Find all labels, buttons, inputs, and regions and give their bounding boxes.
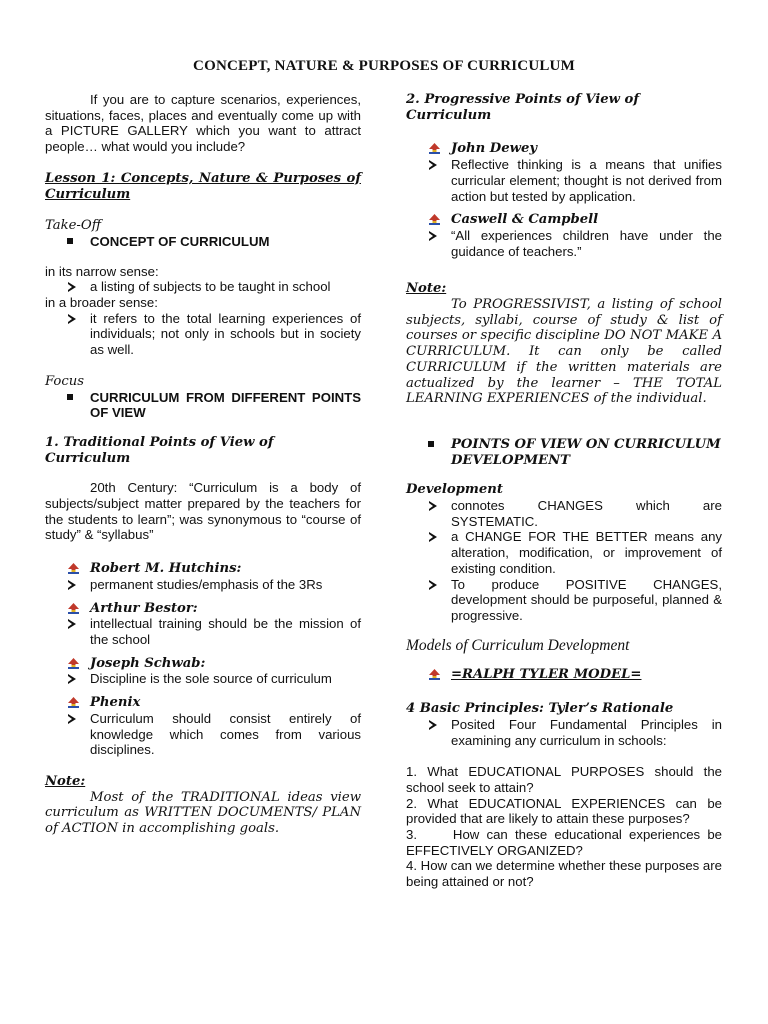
dev-heading-text: POINTS OF VIEW ON CURRICULUM DEVELOPMENT [451, 436, 721, 468]
person-phenix [45, 695, 361, 711]
person-point-text: “All experiences children have under the guidance of teachers.” [451, 227, 722, 259]
arrow-bullet-icon [68, 314, 76, 324]
person-schwab [45, 656, 361, 672]
arrow-bullet-icon [68, 619, 76, 629]
person-name: Caswell & Campbell [451, 212, 599, 228]
lesson-title: Lesson 1: Concepts, Nature & Purposes of Curriculum [45, 170, 361, 202]
arrow-up-icon [67, 658, 80, 669]
person-point [45, 711, 361, 758]
person-point-text: Reflective thinking is a means that unifies curricular element; thought is not derived from action but tested by application. [451, 157, 722, 204]
arrow-bullet-icon [68, 674, 76, 684]
note-label: Note: [45, 773, 86, 789]
arrow-bullet-icon [68, 282, 76, 292]
person-name: John Dewey [451, 141, 538, 157]
note-text: To PROGRESSIVIST, a listing of school subjects, syllabi, course of study & list of courses or specific discipline DO NOT MAKE A CURRICULUM. It can only be called CURRICULUM if the written materials are actualized by the learner – THE TOTAL LEARNING EXPERIENCES of the individual. [406, 297, 722, 407]
dev-item-text: a CHANGE FOR THE BETTER means any alteration, modification, or improvement of existing condition. [451, 529, 722, 576]
arrow-up-icon [67, 603, 80, 614]
person-name: Robert M. Hutchins: [90, 561, 242, 577]
arrow-bullet-icon [68, 714, 76, 724]
focus-label: Focus [45, 373, 85, 389]
person-point [45, 577, 361, 593]
tyler-model [406, 667, 722, 683]
broader-item [45, 311, 361, 358]
takeoff-label: Take-Off [45, 218, 102, 234]
person-bestor [45, 601, 361, 617]
page-title: CONCEPT, NATURE & PURPOSES OF CURRICULUM [193, 58, 575, 74]
person-name: Arthur Bestor: [90, 600, 198, 616]
dev-item-text: To produce POSITIVE CHANGES, development should be purposeful, planned & progressive. [451, 576, 722, 623]
question-item: 4. How can we determine whether these purposes are being attained or not? [406, 858, 722, 890]
arrow-up-icon [428, 214, 441, 225]
person-point-text: permanent studies/emphasis of the 3Rs [90, 576, 323, 592]
person-point [406, 157, 722, 204]
dev-item-text: connotes CHANGES which are SYSTEMATIC. [451, 498, 722, 529]
person-point-text: Curriculum should consist entirely of knowledge which comes from various disciplines. [90, 710, 361, 758]
narrow-label: in its narrow sense: [45, 263, 159, 279]
note-text: Most of the TRADITIONAL ideas view curriculum as WRITTEN DOCUMENTS/ PLAN of ACTION in accomplishing goals. [45, 789, 361, 837]
arrow-up-icon [67, 697, 80, 708]
right-column [406, 92, 726, 890]
narrow-item-text: a listing of subjects to be taught in school [90, 279, 331, 295]
note-label: Note: [406, 281, 447, 297]
left-column [45, 92, 361, 837]
concept-heading [45, 234, 361, 250]
intro-paragraph: If you are to capture scenarios, experiences, situations, faces, places and eventually come up with a PICTURE GALLERY which you want to attract people… what would you include? [45, 92, 361, 155]
arrow-up-icon [67, 563, 80, 574]
person-hutchins [45, 561, 361, 577]
question-item: 1. What EDUCATIONAL PURPOSES should the school seek to attain? [406, 764, 722, 795]
person-point [45, 616, 361, 647]
arrow-bullet-icon [429, 720, 437, 730]
question-item: 2. What EDUCATIONAL EXPERIENCES can be provided that are likely to attain these purposes? [406, 795, 722, 827]
square-bullet-icon [428, 441, 434, 447]
person-dewey [406, 141, 722, 157]
arrow-bullet-icon [429, 231, 437, 241]
concept-heading-text: CONCEPT OF CURRICULUM [90, 233, 270, 249]
dev-item [406, 529, 722, 576]
person-point [45, 671, 361, 687]
question-item: 3. How can these educational experiences be EFFECTIVELY ORGANIZED? [406, 827, 726, 858]
principles-item-text: Posited Four Fundamental Principles in examining any curriculum in schools: [451, 716, 722, 748]
views-heading [45, 390, 361, 421]
principles-heading: 4 Basic Principles: Tyler’s Rationale [406, 701, 674, 717]
views-heading-text: CURRICULUM FROM DIFFERENT POINTS OF VIEW [90, 389, 361, 421]
arrow-bullet-icon [429, 501, 437, 511]
arrow-bullet-icon [429, 580, 437, 590]
arrow-up-icon [428, 669, 441, 680]
square-bullet-icon [67, 238, 73, 244]
dev-label: Development [406, 482, 503, 498]
broader-label: in a broader sense: [45, 295, 158, 311]
person-point-text: intellectual training should be the mission of the school [90, 616, 361, 647]
principles-item [406, 717, 722, 748]
dev-heading [406, 437, 722, 468]
dev-item [406, 577, 722, 624]
arrow-bullet-icon [429, 532, 437, 542]
arrow-bullet-icon [68, 580, 76, 590]
person-point-text: Discipline is the sole source of curriculum [90, 671, 332, 687]
models-heading: Models of Curriculum Development [406, 636, 630, 654]
narrow-item [45, 279, 361, 295]
traditional-heading: 1. Traditional Points of View of Curriculum [45, 434, 274, 466]
broader-item-text: it refers to the total learning experiences of individuals; not only in schools but in society as well. [90, 310, 361, 358]
square-bullet-icon [67, 394, 73, 400]
dev-item [406, 498, 722, 529]
progressive-heading: 2. Progressive Points of View of Curriculum [406, 92, 640, 123]
arrow-bullet-icon [429, 160, 437, 170]
person-name: Phenix [90, 695, 141, 711]
traditional-text: 20th Century: “Curriculum is a body of subjects/subject matter prepared by the teachers for the students to learn”; was synonymous to “course of study” & “syllabus” [45, 480, 361, 543]
person-point [406, 228, 722, 259]
person-caswell-campbell [406, 212, 722, 228]
tyler-model-text: =RALPH TYLER MODEL= [451, 667, 642, 683]
arrow-up-icon [428, 143, 441, 154]
person-name: Joseph Schwab: [90, 655, 206, 671]
